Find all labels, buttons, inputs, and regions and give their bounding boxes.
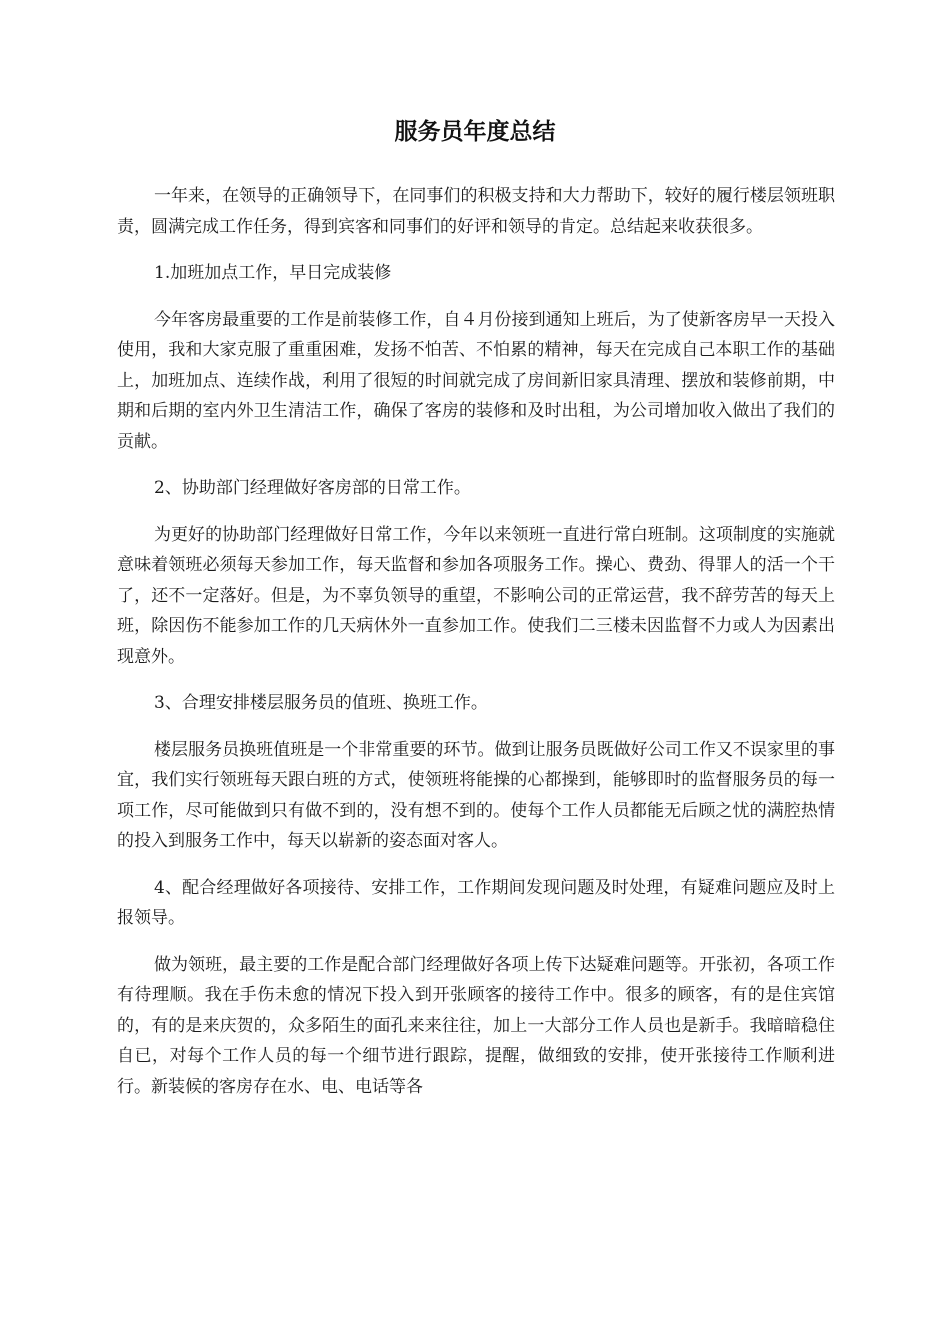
document-body <box>117 181 835 1118</box>
section-heading-1: 1.加班加点工作，早日完成装修 <box>154 263 392 283</box>
paragraph-section-1: 今年客房最重要的工作是前装修工作，自４月份接到通知上班后，为了使新客房早一天投入使用，我和大家克服了重重困难，发扬不怕苦、不怕累的精神，每天在完成自己本职工作的基础上，加班加点、连续作战，利用了很短的时间就完成了房间新旧家具清理、摆放和装修前期，中期和后期的室内外卫生清洁工作，确保了客房的装修和及时出租，为公司增加收入做出了我们的贡献。 <box>117 309 835 452</box>
section-heading-2: 2、协助部门经理做好客房部的日常工作。 <box>154 478 471 498</box>
paragraph-intro: 一年来，在领导的正确领导下，在同事们的积极支持和大力帮助下，较好的履行楼层领班职责，圆满完成工作任务，得到宾客和同事们的好评和领导的肯定。总结起来收获很多。 <box>117 186 835 237</box>
section-heading-3: 3、合理安排楼层服务员的值班、换班工作。 <box>154 693 488 713</box>
section-heading-4: 4、配合经理做好各项接待、安排工作，工作期间发现问题及时处理，有疑难问题应及时上报领导。 <box>117 877 835 928</box>
paragraph-section-2: 为更好的协助部门经理做好日常工作，今年以来领班一直进行常白班制。这项制度的实施就意味着领班必须每天参加工作，每天监督和参加各项服务工作。操心、费劲、得罪人的活一个干了，还不一定落好。但是，为不辜负领导的重望，不影响公司的正常运营，我不辞劳苦的每天上班，除因伤不能参加工作的几天病休外一直参加工作。使我们二三楼未因监督不力或人为因素出现意外。 <box>117 524 835 667</box>
paragraph-section-4: 做为领班，最主要的工作是配合部门经理做好各项上传下达疑难问题等。开张初，各项工作有待理顺。我在手伤未愈的情况下投入到开张顾客的接待工作中。很多的顾客，有的是住宾馆的，有的是来庆贺的，众多陌生的面孔来来往往，加上一大部分工作人员也是新手。我暗暗稳住自已，对每个工作人员的每一个细节进行跟踪，提醒，做细致的安排，使开张接待工作顺利进行。新装候的客房存在水、电、电话等各 <box>117 954 835 1097</box>
document-title: 服务员年度总结 <box>394 119 556 145</box>
paragraph-section-3: 楼层服务员换班值班是一个非常重要的环节。做到让服务员既做好公司工作又不误家里的事宜，我们实行领班每天跟白班的方式，使领班将能操的心都操到，能够即时的监督服务员的每一项工作，尽可能做到只有做不到的，没有想不到的。使每个工作人员都能无后顾之忧的满腔热情的投入到服务工作中，每天以崭新的姿态面对客人。 <box>117 739 835 851</box>
